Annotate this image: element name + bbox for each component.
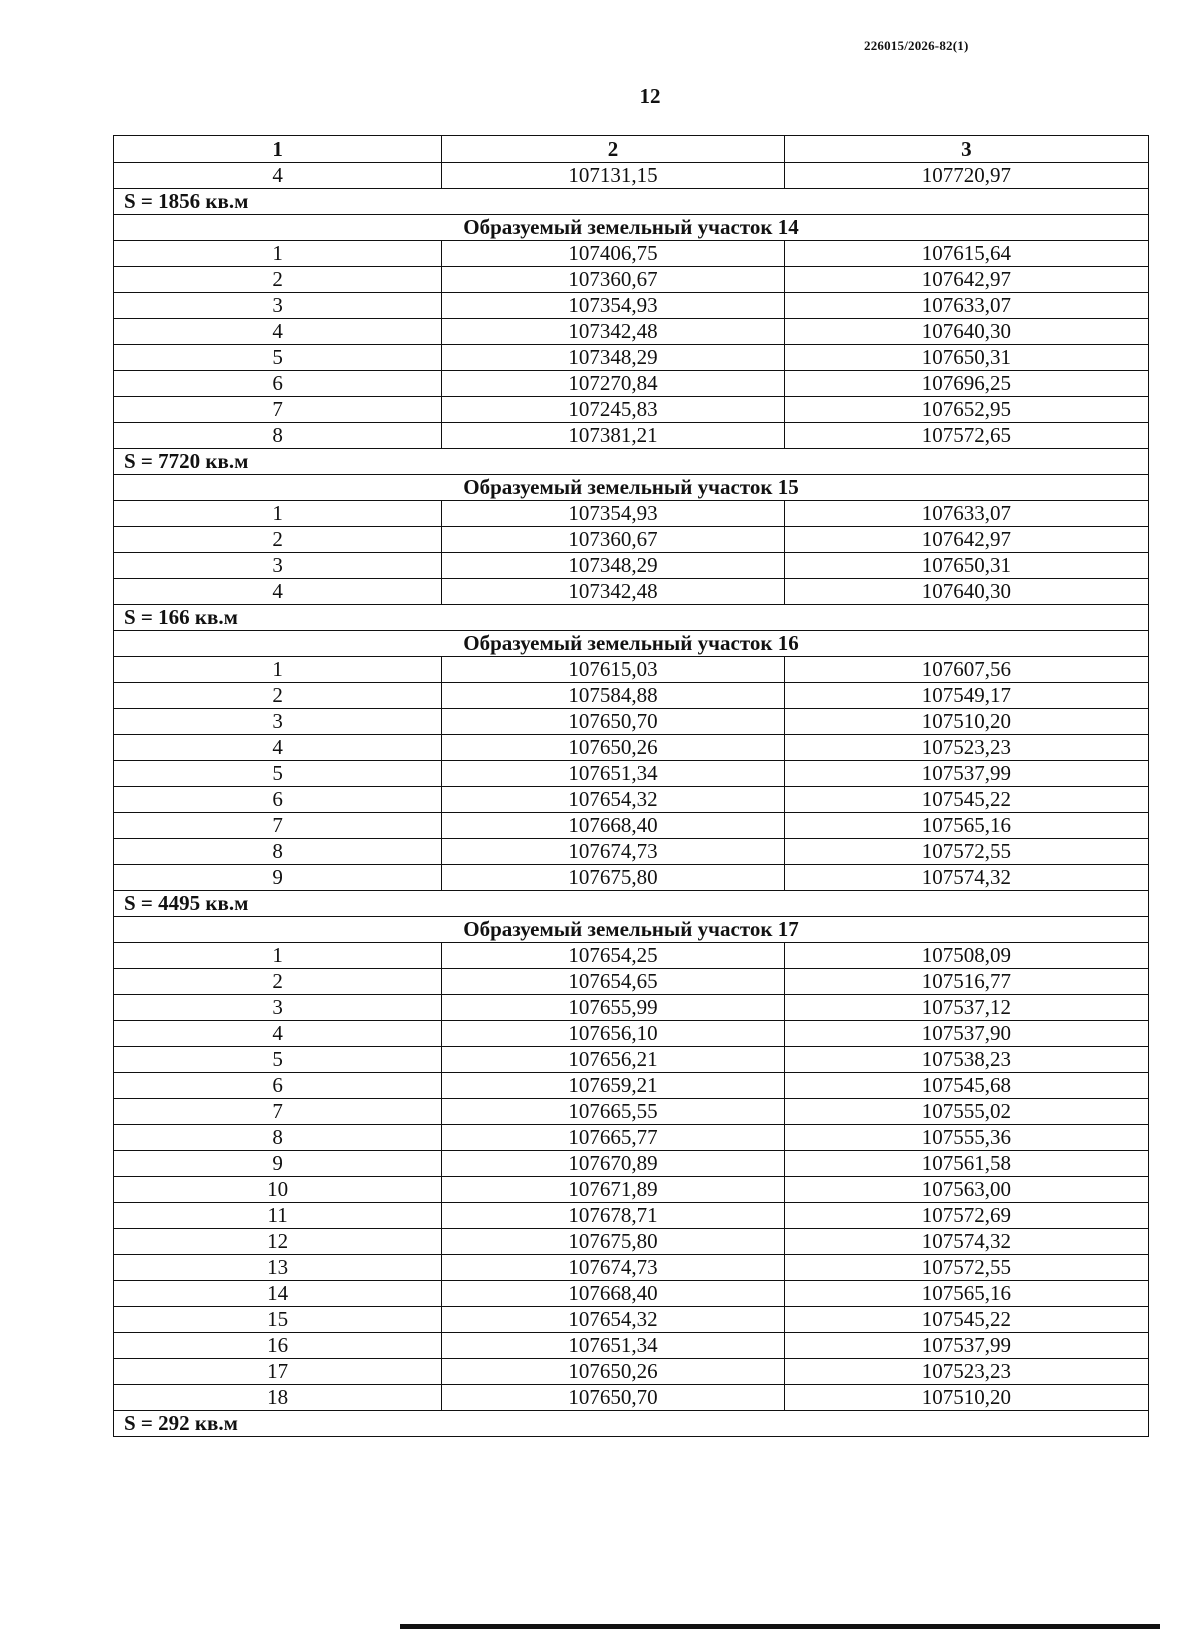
- point-number-cell: 7: [114, 813, 442, 839]
- point-number-cell: 8: [114, 1125, 442, 1151]
- y-coordinate-cell: 107545,68: [784, 1073, 1148, 1099]
- x-coordinate-cell: 107381,21: [442, 423, 784, 449]
- plot-title: Образуемый земельный участок 17: [114, 917, 1149, 943]
- y-coordinate-cell: 107642,97: [784, 527, 1148, 553]
- table-row: [114, 1229, 1149, 1255]
- y-coordinate-cell: 107508,09: [784, 943, 1148, 969]
- x-coordinate-cell: 107354,93: [442, 293, 784, 319]
- table-row: [114, 423, 1149, 449]
- x-coordinate-cell: 107671,89: [442, 1177, 784, 1203]
- x-coordinate-cell: 107654,32: [442, 787, 784, 813]
- y-coordinate-cell: 107537,99: [784, 761, 1148, 787]
- y-coordinate-cell: 107537,99: [784, 1333, 1148, 1359]
- x-coordinate-cell: 107656,10: [442, 1021, 784, 1047]
- point-number-cell: 4: [114, 735, 442, 761]
- area-value: S = 7720 кв.м: [114, 449, 1149, 475]
- y-coordinate-cell: 107642,97: [784, 267, 1148, 293]
- y-coordinate-cell: 107565,16: [784, 1281, 1148, 1307]
- page-number: 12: [639, 84, 661, 108]
- point-number-cell: 6: [114, 787, 442, 813]
- doc-number: 226015/2026-82(1): [864, 38, 969, 53]
- y-coordinate-cell: 107640,30: [784, 579, 1148, 605]
- y-coordinate-cell: 107574,32: [784, 1229, 1148, 1255]
- y-coordinate-cell: 107523,23: [784, 1359, 1148, 1385]
- y-coordinate-cell: 107652,95: [784, 397, 1148, 423]
- x-coordinate-cell: 107650,70: [442, 709, 784, 735]
- plot-title-row: [114, 631, 1149, 657]
- point-number-cell: 1: [114, 657, 442, 683]
- table-row: [114, 709, 1149, 735]
- y-coordinate-cell: 107572,55: [784, 1255, 1148, 1281]
- y-coordinate-cell: 107633,07: [784, 293, 1148, 319]
- table-row: [114, 813, 1149, 839]
- area-value: S = 4495 кв.м: [114, 891, 1149, 917]
- x-coordinate-cell: 107670,89: [442, 1151, 784, 1177]
- point-number-cell: 4: [114, 319, 442, 345]
- point-number-cell: 8: [114, 423, 442, 449]
- plot-title: Образуемый земельный участок 15: [114, 475, 1149, 501]
- y-coordinate-cell: 107572,69: [784, 1203, 1148, 1229]
- area-value: S = 292 кв.м: [114, 1411, 1149, 1437]
- y-coordinate-cell: 107555,36: [784, 1125, 1148, 1151]
- plot-title-row: [114, 917, 1149, 943]
- table-row: [114, 397, 1149, 423]
- point-number-cell: 17: [114, 1359, 442, 1385]
- table-row: [114, 1125, 1149, 1151]
- x-coordinate-cell: 107675,80: [442, 865, 784, 891]
- point-number-cell: 4: [114, 579, 442, 605]
- y-coordinate-cell: 107555,02: [784, 1099, 1148, 1125]
- plot-title: Образуемый земельный участок 14: [114, 215, 1149, 241]
- point-number-cell: 11: [114, 1203, 442, 1229]
- y-coordinate-cell: 107516,77: [784, 969, 1148, 995]
- point-number-cell: 3: [114, 995, 442, 1021]
- table-row: [114, 1099, 1149, 1125]
- y-coordinate-cell: 107650,31: [784, 553, 1148, 579]
- table-row: [114, 1281, 1149, 1307]
- point-number-cell: 14: [114, 1281, 442, 1307]
- y-coordinate-cell: 107563,00: [784, 1177, 1148, 1203]
- table-row: [114, 1047, 1149, 1073]
- plot-title: Образуемый земельный участок 16: [114, 631, 1149, 657]
- x-coordinate-cell: 107674,73: [442, 1255, 784, 1281]
- point-number-cell: 16: [114, 1333, 442, 1359]
- y-coordinate-cell: 107615,64: [784, 241, 1148, 267]
- table-row: [114, 1385, 1149, 1411]
- table-row: [114, 1255, 1149, 1281]
- coordinates-table-body: [114, 136, 1149, 1437]
- point-number-cell: 1: [114, 943, 442, 969]
- table-row: [114, 787, 1149, 813]
- y-coordinate-cell: 107565,16: [784, 813, 1148, 839]
- point-number-cell: 15: [114, 1307, 442, 1333]
- x-coordinate-cell: 107650,70: [442, 1385, 784, 1411]
- table-row: [114, 1333, 1149, 1359]
- x-coordinate-cell: 107342,48: [442, 319, 784, 345]
- point-number-cell: 8: [114, 839, 442, 865]
- point-number-cell: 4: [114, 1021, 442, 1047]
- table-row: [114, 1359, 1149, 1385]
- point-number-cell: 2: [114, 267, 442, 293]
- x-coordinate-cell: 107655,99: [442, 995, 784, 1021]
- x-coordinate-cell: 107348,29: [442, 345, 784, 371]
- y-coordinate-cell: 107545,22: [784, 787, 1148, 813]
- y-coordinate-cell: 107633,07: [784, 501, 1148, 527]
- x-coordinate-cell: 107674,73: [442, 839, 784, 865]
- table-row: [114, 267, 1149, 293]
- x-coordinate-cell: 107678,71: [442, 1203, 784, 1229]
- y-coordinate-cell: 107537,90: [784, 1021, 1148, 1047]
- point-number-cell: 9: [114, 865, 442, 891]
- column-header-point: 1: [114, 136, 442, 163]
- y-coordinate-cell: 107561,58: [784, 1151, 1148, 1177]
- x-coordinate-cell: 107615,03: [442, 657, 784, 683]
- y-coordinate-cell: 107549,17: [784, 683, 1148, 709]
- point-number-cell: 1: [114, 241, 442, 267]
- y-coordinate-cell: 107572,55: [784, 839, 1148, 865]
- table-row: [114, 1177, 1149, 1203]
- x-coordinate-cell: 107245,83: [442, 397, 784, 423]
- point-number-cell: 5: [114, 761, 442, 787]
- table-row: [114, 293, 1149, 319]
- point-number-cell: 2: [114, 969, 442, 995]
- y-coordinate-cell: 107510,20: [784, 1385, 1148, 1411]
- x-coordinate-cell: 107654,25: [442, 943, 784, 969]
- point-number-cell: 1: [114, 501, 442, 527]
- x-coordinate-cell: 107651,34: [442, 1333, 784, 1359]
- x-coordinate-cell: 107270,84: [442, 371, 784, 397]
- x-coordinate-cell: 107668,40: [442, 813, 784, 839]
- x-coordinate-cell: 107675,80: [442, 1229, 784, 1255]
- table-row: [114, 163, 1149, 189]
- x-coordinate-cell: 107406,75: [442, 241, 784, 267]
- point-number-cell: 7: [114, 397, 442, 423]
- point-number-cell: 3: [114, 709, 442, 735]
- table-row: [114, 579, 1149, 605]
- x-coordinate-cell: 107342,48: [442, 579, 784, 605]
- point-number-cell: 5: [114, 345, 442, 371]
- table-header-row: [114, 136, 1149, 163]
- table-row: [114, 657, 1149, 683]
- x-coordinate-cell: 107665,55: [442, 1099, 784, 1125]
- area-value: S = 1856 кв.м: [114, 189, 1149, 215]
- y-coordinate-cell: 107572,65: [784, 423, 1148, 449]
- x-coordinate-cell: 107348,29: [442, 553, 784, 579]
- point-number-cell: 6: [114, 371, 442, 397]
- point-number-cell: 12: [114, 1229, 442, 1255]
- column-header-y: 3: [784, 136, 1148, 163]
- table-row: [114, 501, 1149, 527]
- table-row: [114, 553, 1149, 579]
- area-row: [114, 1411, 1149, 1437]
- point-number-cell: 5: [114, 1047, 442, 1073]
- area-row: [114, 189, 1149, 215]
- x-coordinate-cell: 107665,77: [442, 1125, 784, 1151]
- x-coordinate-cell: 107654,32: [442, 1307, 784, 1333]
- point-number-cell: 7: [114, 1099, 442, 1125]
- point-number-cell: 10: [114, 1177, 442, 1203]
- point-number-cell: 2: [114, 683, 442, 709]
- table-row: [114, 1307, 1149, 1333]
- y-coordinate-cell: 107607,56: [784, 657, 1148, 683]
- x-coordinate-cell: 107651,34: [442, 761, 784, 787]
- table-row: [114, 943, 1149, 969]
- point-number-cell: 18: [114, 1385, 442, 1411]
- point-number-cell: 6: [114, 1073, 442, 1099]
- area-row: [114, 891, 1149, 917]
- y-coordinate-cell: 107538,23: [784, 1047, 1148, 1073]
- table-row: [114, 371, 1149, 397]
- plot-title-row: [114, 215, 1149, 241]
- x-coordinate-cell: 107360,67: [442, 267, 784, 293]
- area-row: [114, 449, 1149, 475]
- y-coordinate-cell: 107537,12: [784, 995, 1148, 1021]
- table-row: [114, 1151, 1149, 1177]
- y-coordinate-cell: 107545,22: [784, 1307, 1148, 1333]
- x-coordinate-cell: 107584,88: [442, 683, 784, 709]
- y-coordinate-cell: 107510,20: [784, 709, 1148, 735]
- x-coordinate-cell: 107650,26: [442, 735, 784, 761]
- table-row: [114, 761, 1149, 787]
- point-number-cell: 3: [114, 293, 442, 319]
- area-value: S = 166 кв.м: [114, 605, 1149, 631]
- x-coordinate-cell: 107659,21: [442, 1073, 784, 1099]
- table-row: [114, 1021, 1149, 1047]
- table-row: [114, 865, 1149, 891]
- point-number-cell: 9: [114, 1151, 442, 1177]
- point-number-cell: 4: [114, 163, 442, 189]
- x-coordinate-cell: 107668,40: [442, 1281, 784, 1307]
- y-coordinate-cell: 107650,31: [784, 345, 1148, 371]
- x-coordinate-cell: 107654,65: [442, 969, 784, 995]
- table-row: [114, 969, 1149, 995]
- table-row: [114, 683, 1149, 709]
- table-row: [114, 1073, 1149, 1099]
- table-row: [114, 241, 1149, 267]
- table-row: [114, 995, 1149, 1021]
- x-coordinate-cell: 107656,21: [442, 1047, 784, 1073]
- table-row: [114, 839, 1149, 865]
- footer-rule: [400, 1624, 1160, 1629]
- y-coordinate-cell: 107574,32: [784, 865, 1148, 891]
- table-row: [114, 1203, 1149, 1229]
- y-coordinate-cell: 107696,25: [784, 371, 1148, 397]
- table-row: [114, 527, 1149, 553]
- area-row: [114, 605, 1149, 631]
- y-coordinate-cell: 107640,30: [784, 319, 1148, 345]
- y-coordinate-cell: 107720,97: [784, 163, 1148, 189]
- y-coordinate-cell: 107523,23: [784, 735, 1148, 761]
- x-coordinate-cell: 107360,67: [442, 527, 784, 553]
- table-row: [114, 735, 1149, 761]
- point-number-cell: 13: [114, 1255, 442, 1281]
- table-row: [114, 319, 1149, 345]
- coordinates-table: [113, 135, 1149, 1437]
- point-number-cell: 3: [114, 553, 442, 579]
- x-coordinate-cell: 107131,15: [442, 163, 784, 189]
- point-number-cell: 2: [114, 527, 442, 553]
- plot-title-row: [114, 475, 1149, 501]
- column-header-x: 2: [442, 136, 784, 163]
- x-coordinate-cell: 107354,93: [442, 501, 784, 527]
- table-row: [114, 345, 1149, 371]
- x-coordinate-cell: 107650,26: [442, 1359, 784, 1385]
